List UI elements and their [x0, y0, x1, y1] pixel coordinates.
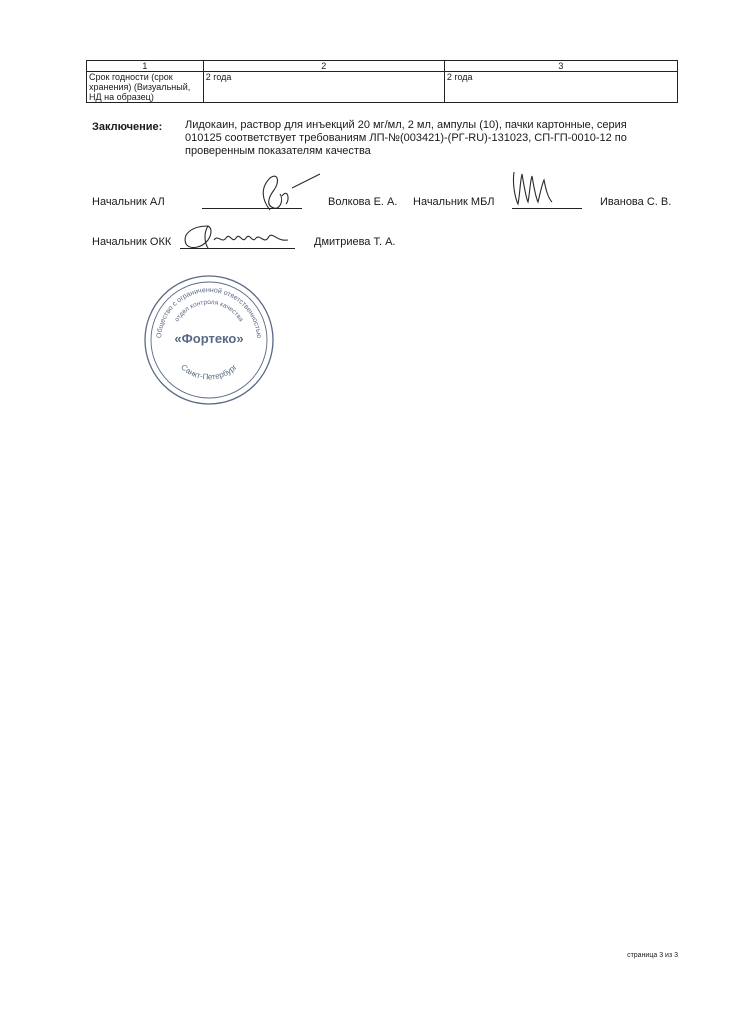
al-signature — [240, 170, 330, 215]
stamp-center-text: «Фортеко» — [174, 331, 244, 346]
mbl-name: Иванова С. В. — [600, 196, 672, 208]
indicator-name-line: хранения) (Визуальный, — [89, 82, 191, 92]
table-header-cell: 1 — [87, 61, 204, 72]
requirement-cell: 2 года — [203, 72, 444, 103]
stamp-inner-text: отдел контроля качества — [173, 298, 245, 324]
table-header-row — [87, 61, 678, 72]
mbl-signature — [508, 166, 558, 210]
al-title: Начальник АЛ — [92, 196, 165, 208]
stamp-top-text: Общество с ограниченной ответственностью — [155, 286, 263, 339]
okk-name: Дмитриева Т. А. — [314, 236, 396, 248]
al-name: Волкова Е. А. — [328, 196, 398, 208]
table-row — [87, 72, 678, 103]
conclusion-line: 010125 соответствует требованиям ЛП-№(003421)-(РГ-RU)-131023, СП-ГП-0010-12 по — [185, 132, 627, 144]
conclusion-line: проверенным показателям качества — [185, 145, 371, 157]
mbl-title: Начальник МБЛ — [413, 196, 495, 208]
table-header-cell: 3 — [444, 61, 677, 72]
organization-stamp — [141, 272, 277, 408]
table-header-cell: 2 — [203, 61, 444, 72]
indicator-name-line: НД на образец) — [89, 92, 154, 102]
okk-title: Начальник ОКК — [92, 236, 172, 248]
page-number: страница 3 из 3 — [627, 952, 678, 959]
indicator-name-line: Срок годности (срок — [89, 72, 173, 82]
conclusion-label: Заключение: — [92, 121, 163, 133]
indicator-name-cell — [87, 72, 204, 103]
stamp-bottom-text: Санкт-Петербург — [179, 362, 239, 382]
conclusion-text — [185, 119, 675, 158]
okk-signature — [178, 220, 298, 256]
result-cell: 2 года — [444, 72, 677, 103]
conclusion-line: Лидокаин, раствор для инъекций 20 мг/мл, 2 мл, ампулы (10), пачки картонные, серия — [185, 119, 627, 131]
results-table — [86, 60, 678, 103]
